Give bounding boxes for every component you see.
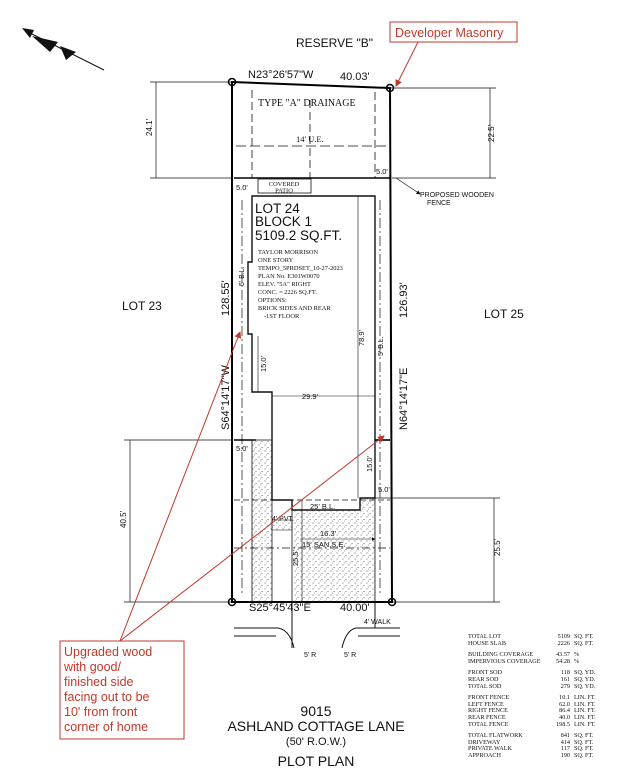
stat-row: TOTAL SOD 279 SQ. YD.	[468, 682, 596, 690]
dim-78-9: 78.9'	[357, 329, 366, 346]
svg-text:COVERED: COVERED	[268, 181, 300, 188]
street-name: ASHLAND COTTAGE LANE	[227, 718, 405, 734]
driveway-concrete	[292, 498, 375, 602]
length-right: 126.93'	[398, 282, 410, 318]
length-bottom: 40.00'	[340, 602, 370, 614]
radius-right-label: 5' R	[344, 652, 357, 659]
stat-row: REAR FENCE 40.0 LIN. FT.	[468, 713, 596, 721]
ue-label: 14' U.E.	[296, 134, 324, 144]
svg-text:Upgraded wood: Upgraded wood	[64, 645, 153, 659]
bearing-top: N23°26'57"W	[248, 69, 314, 81]
dim-15-right: 15.0'	[365, 455, 374, 472]
svg-text:TEMPO_5PRDSET_10-27-2023: TEMPO_5PRDSET_10-27-2023	[258, 265, 343, 272]
pvt-walk-label: 4' PVT.	[272, 516, 294, 523]
svg-text:finished side: finished side	[64, 675, 134, 689]
stat-row: TOTAL FLATWORK 841 SQ. FT.	[468, 732, 594, 740]
stat-row: REAR SOD 161 SQ. YD.	[468, 675, 596, 683]
svg-text:ELEV. "5A" RIGHT: ELEV. "5A" RIGHT	[258, 281, 311, 288]
stat-row: IMPERVIOUS COVERAGE 54.28 %	[468, 657, 580, 665]
lot-number: LOT 24	[255, 201, 300, 216]
developer-masonry-callout	[390, 22, 517, 86]
stat-row: FRONT FENCE 10.1 LIN. FT.	[468, 694, 596, 702]
bearing-right: N64°14'17"E	[398, 367, 410, 430]
svg-text:TAYLOR MORRISON: TAYLOR MORRISON	[258, 249, 319, 256]
length-top: 40.03'	[340, 71, 370, 83]
stat-row: LEFT FENCE 62.0 LIN. FT.	[468, 700, 596, 708]
setback-right-top: 5.0'	[376, 167, 388, 176]
lot-25-label: LOT 25	[484, 307, 524, 321]
svg-text:with good/: with good/	[64, 660, 121, 674]
svg-text:corner of home: corner of home	[64, 720, 149, 734]
dim-25-5: 25.5'	[493, 538, 502, 556]
stat-row: FRONT SOD 118 SQ. YD.	[468, 669, 596, 677]
dim-24-1: 24.1'	[145, 118, 154, 136]
stat-row: TOTAL FENCE 198.5 LIN. FT.	[468, 720, 596, 728]
lot-23-label: LOT 23	[122, 299, 162, 313]
stat-row: RIGHT FENCE 86.4 LIN. FT.	[468, 707, 596, 715]
dim-15-left: 15.0'	[259, 355, 268, 372]
address-number: 9015	[300, 703, 332, 719]
right-of-way: (50' R.O.W.)	[285, 736, 347, 748]
stat-row: BUILDING COVERAGE 43.57 %	[468, 651, 580, 659]
lot-area: 5109.2 SQ.FT.	[255, 228, 343, 243]
svg-text:CONC. = 2226 SQ.FT.: CONC. = 2226 SQ.FT.	[258, 289, 317, 296]
svg-text:PATIO: PATIO	[275, 187, 293, 195]
stat-row: HOUSE SLAB 2226 SQ. FT.	[468, 639, 594, 647]
svg-text:OPTIONS:: OPTIONS:	[258, 297, 287, 304]
plot-plan-title: PLOT PLAN	[277, 753, 355, 768]
svg-text:-1ST FLOOR: -1ST FLOOR	[264, 313, 300, 320]
svg-text:10' from front: 10' from front	[64, 705, 138, 719]
dim-29-9: 29.9'	[302, 392, 319, 401]
length-left: 128.55'	[220, 280, 232, 316]
house-info-block	[258, 249, 343, 320]
svg-text:FENCE: FENCE	[427, 200, 451, 207]
north-arrow-icon	[22, 28, 104, 70]
svg-text:ONE STORY: ONE STORY	[258, 257, 294, 264]
svg-text:Developer Masonry: Developer Masonry	[395, 26, 504, 40]
stat-row: PRIVATE WALK 117 SQ. FT.	[468, 745, 594, 753]
svg-text:BRICK SIDES AND REAR: BRICK SIDES AND REAR	[258, 305, 331, 312]
proposed-fence-label: PROPOSED WOODEN	[420, 192, 494, 199]
stat-row: APPROACH 190 SQ. FT.	[468, 751, 594, 759]
dim-16-3: 16.3'	[320, 529, 337, 538]
setback-left-bottom: 5.0'	[236, 444, 248, 453]
bearing-bottom: S25°45'43"E	[249, 602, 311, 614]
dim-40-5: 40.5'	[119, 510, 128, 528]
svg-text:PLAN No. E301W0070: PLAN No. E301W0070	[258, 273, 320, 280]
block-number: BLOCK 1	[255, 214, 313, 229]
side-bl-left: 5' B.L.	[239, 266, 246, 286]
san-se-label: 15' SAN.S.E.	[302, 540, 346, 549]
reserve-label: RESERVE "B"	[296, 36, 373, 50]
setback-right-bottom: 5.0'	[378, 485, 390, 494]
stat-row: TOTAL LOT 5109 SQ. FT.	[468, 633, 594, 640]
site-stats-table	[468, 634, 638, 760]
stat-row: DRIVEWAY 414 SQ. FT.	[468, 738, 594, 746]
bearing-left: S64°14'17"W	[220, 365, 232, 430]
setback-left-top: 5.0'	[236, 183, 248, 192]
radius-left-label: 5' R	[304, 652, 317, 659]
drainage-label: TYPE "A" DRAINAGE	[258, 98, 356, 109]
walkway-concrete	[252, 440, 272, 602]
walk-label: 4' WALK	[364, 619, 391, 626]
front-bl-label: 25' B.L.	[310, 502, 336, 511]
side-bl-right: 5' B.L.	[378, 336, 385, 356]
svg-text:facing out to be: facing out to be	[64, 690, 150, 704]
dim-22-5: 22.5'	[487, 124, 496, 142]
dim-25-5-inner: 25.5'	[291, 549, 300, 566]
